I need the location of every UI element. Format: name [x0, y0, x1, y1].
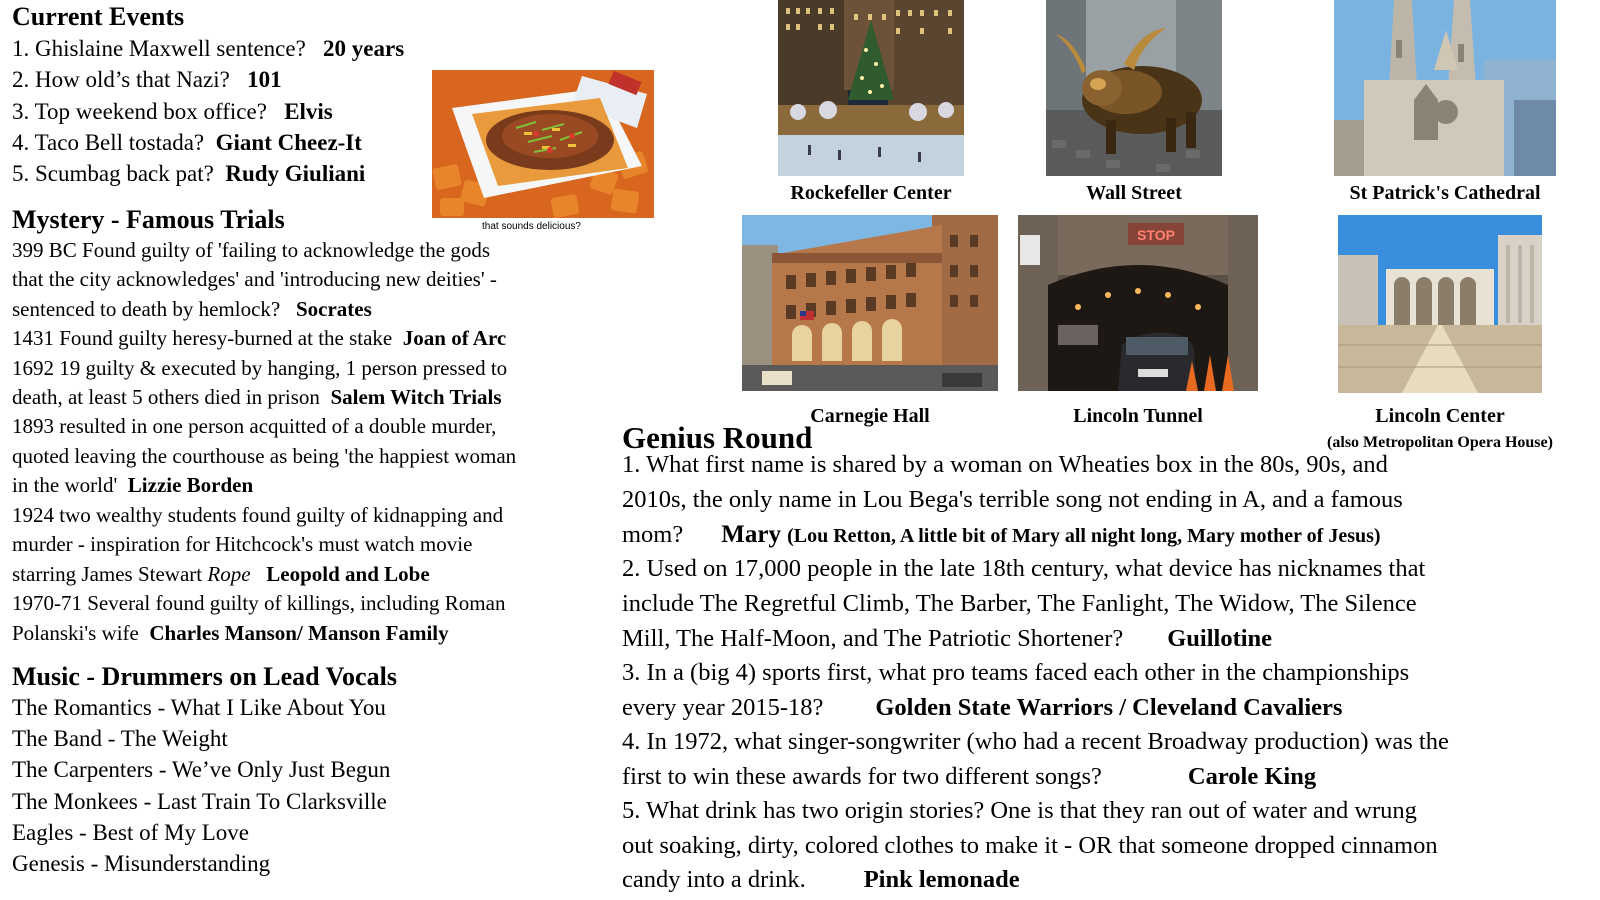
- genius-question-text: Mill, The Half-Moon, and The Patriotic Shortener? Guillotine: [622, 625, 1273, 652]
- genius-question-text: 3. In a (big 4) sports first, what pro teams faced each other in the championships: [622, 659, 1410, 686]
- tostada-photo: [432, 70, 654, 218]
- photo-caption: that sounds delicious?: [482, 221, 581, 232]
- music-title: Music - Drummers on Lead Vocals: [12, 662, 397, 691]
- wall-street-photo: [1046, 0, 1222, 176]
- trials-text: murder - inspiration for Hitchcock's must watch movie: [12, 532, 473, 556]
- lincoln-tunnel-photo: [1018, 215, 1258, 391]
- trials-text: 1431 Found guilty heresy-burned at the stake Joan of Arc: [12, 326, 507, 350]
- st-patricks-photo: [1334, 0, 1556, 176]
- music-item: Genesis - Misunderstanding: [12, 851, 271, 876]
- current-event-item: 3. Top weekend box office? Elvis: [12, 99, 333, 124]
- music-item: The Romantics - What I Like About You: [12, 695, 386, 720]
- lincoln-tunnel-caption: Lincoln Tunnel: [1073, 405, 1203, 427]
- trials-text: that the city acknowledges' and 'introducing new deities' -: [12, 267, 497, 291]
- trials-text: starring James Stewart Rope Leopold and Lobe: [12, 562, 430, 586]
- genius-question-text: 4. In 1972, what singer-songwriter (who had a recent Broadway production) was the: [622, 728, 1449, 755]
- rockefeller-caption: Rockefeller Center: [790, 182, 952, 204]
- music-item: The Band - The Weight: [12, 726, 228, 751]
- trials-text: death, at least 5 others died in prison Salem Witch Trials: [12, 385, 502, 409]
- st-patricks-caption: St Patrick's Cathedral: [1349, 182, 1541, 204]
- lincoln-center-note: (also Metropolitan Opera House): [1327, 434, 1553, 451]
- genius-question-text: first to win these awards for two different songs? Carole King: [622, 763, 1317, 790]
- genius-round-title: Genius Round: [622, 420, 813, 455]
- trials-text: Polanski's wife Charles Manson/ Manson Family: [12, 621, 449, 645]
- genius-question-text: 2. Used on 17,000 people in the late 18th century, what device has nicknames that: [622, 555, 1426, 582]
- trials-text: sentenced to death by hemlock? Socrates: [12, 297, 372, 321]
- genius-question-text: 5. What drink has two origin stories? One is that they ran out of water and wrung: [622, 797, 1417, 824]
- genius-question-text: candy into a drink. Pink lemonade: [622, 866, 1020, 893]
- genius-question-text: every year 2015-18? Golden State Warriors / Cleveland Cavaliers: [622, 694, 1343, 721]
- current-event-item: 4. Taco Bell tostada? Giant Cheez-It: [12, 130, 362, 155]
- trials-text: 399 BC Found guilty of 'failing to acknowledge the gods: [12, 238, 490, 262]
- carnegie-hall-photo: [742, 215, 998, 391]
- current-events-title: Current Events: [12, 2, 185, 31]
- tunnel-stop-sign: STOP: [1137, 227, 1175, 243]
- trials-text: 1970-71 Several found guilty of killings, including Roman: [12, 591, 506, 615]
- current-event-item: 2. How old’s that Nazi? 101: [12, 67, 282, 92]
- genius-question-text: out soaking, dirty, colored clothes to make it - OR that someone dropped cinnamon: [622, 832, 1438, 859]
- music-item: The Carpenters - We’ve Only Just Begun: [12, 757, 391, 782]
- genius-question-text: mom? Mary (Lou Retton, A little bit of Mary all night long, Mary mother of Jesus): [622, 521, 1381, 548]
- wall-street-caption: Wall Street: [1086, 182, 1182, 204]
- trials-text: quoted leaving the courthouse as being 'the happiest woman: [12, 444, 517, 468]
- current-event-item: 1. Ghislaine Maxwell sentence? 20 years: [12, 36, 405, 61]
- trials-text: 1893 resulted in one person acquitted of a double murder,: [12, 414, 497, 438]
- rockefeller-photo: [778, 0, 964, 176]
- genius-question-text: 1. What first name is shared by a woman on Wheaties box in the 80s, 90s, and: [622, 451, 1388, 478]
- genius-question-text: include The Regretful Climb, The Barber, The Fanlight, The Widow, The Silence: [622, 590, 1417, 617]
- carnegie-caption: Carnegie Hall: [810, 405, 930, 427]
- trials-text: 1924 two wealthy students found guilty of kidnapping and: [12, 503, 504, 527]
- trials-text: in the world' Lizzie Borden: [12, 473, 254, 497]
- current-event-item: 5. Scumbag back pat? Rudy Giuliani: [12, 161, 366, 186]
- lincoln-center-photo: [1338, 215, 1542, 393]
- trials-title: Mystery - Famous Trials: [12, 205, 285, 234]
- genius-question-text: 2010s, the only name in Lou Bega's terrible song not ending in A, and a famous: [622, 486, 1403, 513]
- music-item: Eagles - Best of My Love: [12, 820, 249, 845]
- music-item: The Monkees - Last Train To Clarksville: [12, 789, 387, 814]
- trials-text: 1692 19 guilty & executed by hanging, 1 person pressed to: [12, 356, 508, 380]
- lincoln-center-caption: Lincoln Center: [1375, 405, 1505, 427]
